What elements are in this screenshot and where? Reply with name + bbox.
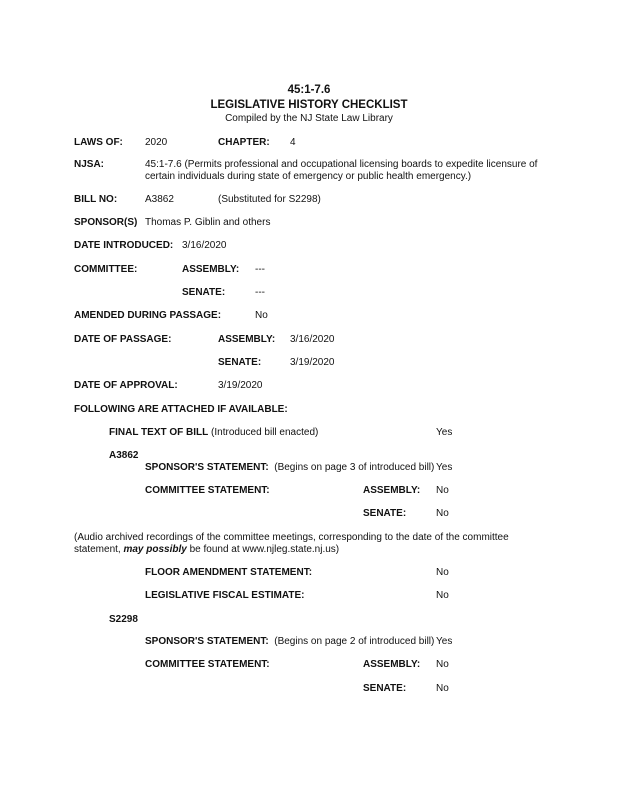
attached-heading: FOLLOWING ARE ATTACHED IF AVAILABLE: — [74, 404, 288, 415]
laws-of-label: LAWS OF: — [74, 137, 123, 148]
a3862-assembly-label: ASSEMBLY: — [363, 485, 421, 496]
final-text-note: (Introduced bill enacted) — [211, 427, 319, 438]
njsa-line1: 45:1-7.6 (Permits professional and occupational licensing boards to expedite licensure of — [145, 159, 538, 170]
date-introduced-label: DATE INTRODUCED: — [74, 240, 174, 251]
amended-label: AMENDED DURING PASSAGE: — [74, 310, 222, 321]
s2298-senate-value: No — [436, 683, 449, 694]
final-text-row — [109, 427, 318, 439]
page-title: LEGISLATIVE HISTORY CHECKLIST — [210, 99, 408, 111]
bill-no-label: BILL NO: — [74, 194, 118, 205]
fiscal-estimate-label: LEGISLATIVE FISCAL ESTIMATE: — [145, 590, 305, 601]
committee-assembly-label: ASSEMBLY: — [182, 264, 240, 275]
committee-senate-label: SENATE: — [182, 287, 226, 298]
s2298-committee-label: COMMITTEE STATEMENT: — [145, 659, 270, 670]
s2298-sponsor-value: Yes — [436, 636, 453, 647]
final-text-value: Yes — [436, 427, 453, 438]
s2298-assembly-label: ASSEMBLY: — [363, 659, 421, 670]
passage-senate-label: SENATE: — [218, 357, 262, 368]
page-subtitle: Compiled by the NJ State Law Library — [225, 113, 393, 124]
amended-value: No — [255, 310, 268, 321]
njsa-line2: certain individuals during state of emergency or public health emergency.) — [145, 171, 472, 182]
bill-no-note: (Substituted for S2298) — [218, 194, 321, 205]
njsa-label: NJSA: — [74, 159, 105, 170]
audio-note-pre: statement, — [74, 544, 124, 555]
date-of-approval-label: DATE OF APPROVAL: — [74, 380, 178, 391]
a3862-committee-label: COMMITTEE STATEMENT: — [145, 485, 270, 496]
sponsor-label: SPONSOR(S) — [74, 217, 138, 228]
a3862-senate-label: SENATE: — [363, 508, 407, 519]
passage-assembly-value: 3/16/2020 — [290, 334, 335, 345]
fiscal-estimate-value: No — [436, 590, 449, 601]
a3862-heading: A3862 — [109, 450, 139, 461]
s2298-sponsor-row — [145, 636, 434, 648]
a3862-assembly-value: No — [436, 485, 449, 496]
audio-note-post: be found at www.njleg.state.nj.us) — [186, 544, 340, 555]
a3862-sponsor-row — [145, 462, 434, 474]
s2298-senate-label: SENATE: — [363, 683, 407, 694]
final-text-label: FINAL TEXT OF BILL — [109, 427, 209, 438]
floor-amendment-value: No — [436, 567, 449, 578]
date-of-approval-value: 3/19/2020 — [218, 380, 263, 391]
date-introduced-value: 3/16/2020 — [182, 240, 227, 251]
committee-assembly-value: --- — [255, 264, 265, 275]
audio-note-emphasis: may possibly — [123, 544, 187, 555]
s2298-sponsor-label: SPONSOR'S STATEMENT: — [145, 636, 269, 647]
passage-assembly-label: ASSEMBLY: — [218, 334, 276, 345]
a3862-senate-value: No — [436, 508, 449, 519]
a3862-sponsor-value: Yes — [436, 462, 453, 473]
laws-of-value: 2020 — [145, 137, 168, 148]
chapter-label: CHAPTER: — [218, 137, 270, 148]
s2298-heading: S2298 — [109, 614, 138, 625]
bill-no-value: A3862 — [145, 194, 174, 205]
date-of-passage-label: DATE OF PASSAGE: — [74, 334, 172, 345]
floor-amendment-label: FLOOR AMENDMENT STATEMENT: — [145, 567, 313, 578]
a3862-sponsor-label: SPONSOR'S STATEMENT: — [145, 462, 269, 473]
committee-senate-value: --- — [255, 287, 265, 298]
a3862-sponsor-note: (Begins on page 3 of introduced bill) — [274, 462, 435, 473]
s2298-sponsor-note: (Begins on page 2 of introduced bill) — [274, 636, 435, 647]
statute-citation: 45:1-7.6 — [287, 84, 331, 96]
audio-note-line2 — [74, 544, 339, 556]
sponsor-value: Thomas P. Giblin and others — [145, 217, 271, 228]
chapter-value: 4 — [290, 137, 296, 148]
s2298-assembly-value: No — [436, 659, 449, 670]
passage-senate-value: 3/19/2020 — [290, 357, 335, 368]
committee-label: COMMITTEE: — [74, 264, 138, 275]
audio-note-line1: (Audio archived recordings of the committee meetings, corresponding to the date of the committee — [74, 532, 509, 543]
